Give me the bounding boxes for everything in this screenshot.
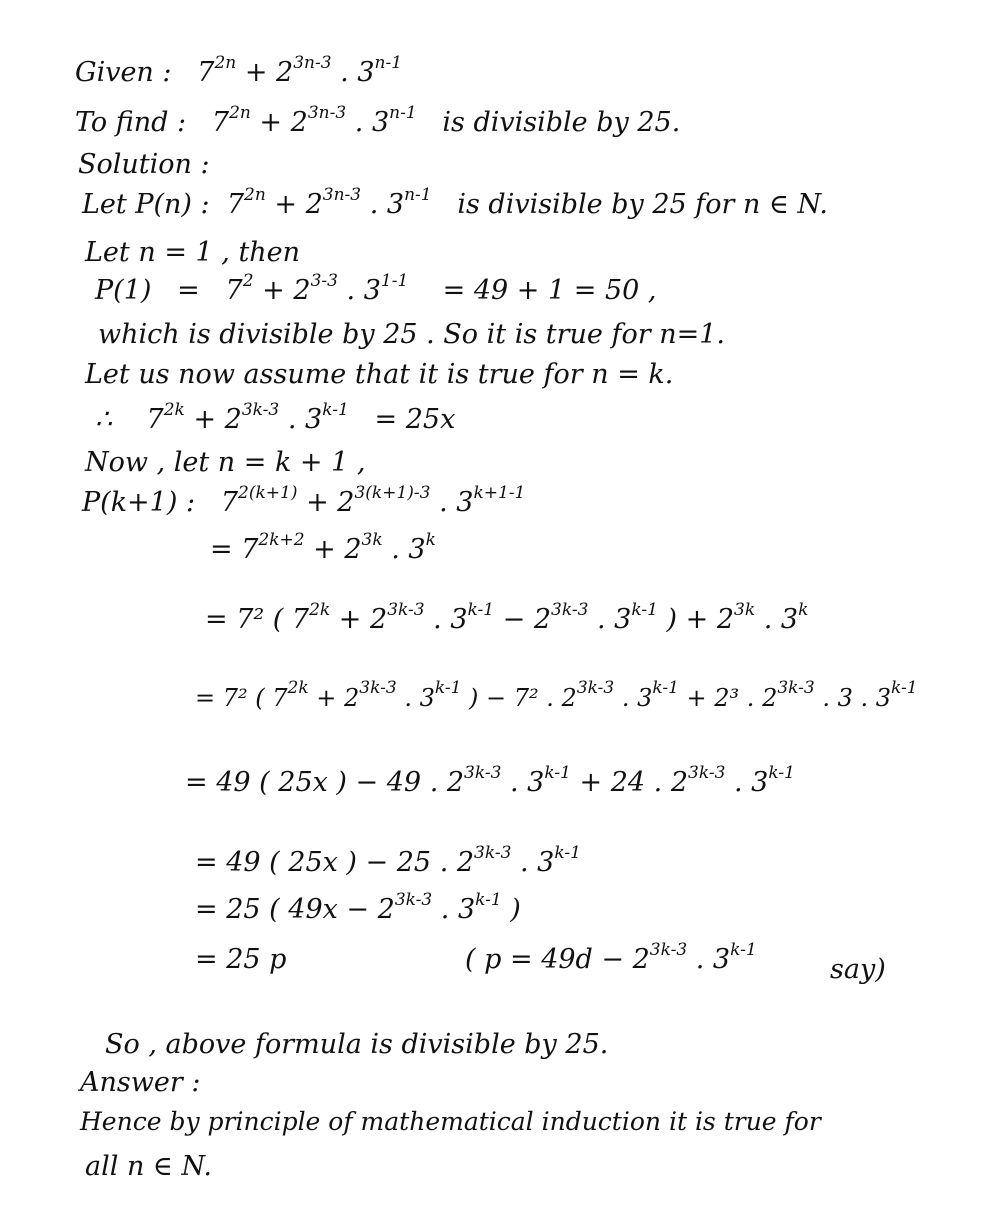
let-n-1-line: Let n = 1 , then (85, 237, 301, 268)
p-definition-note: ( $p = 49d - 2^{3k-3}$ . 3$^{k-1}$ (465, 940, 757, 975)
now-let-line: Now , let n = k + 1 , (85, 447, 366, 478)
step-1: = $7^{2k+2} + 2^{3k}$ . 3$^k$ (210, 530, 436, 565)
assumption-equation: ∴ $7^{2k} + 2^{3k-3}$ . 3$^{k-1}$ = 25x (95, 400, 456, 435)
p1-line: P(1) = $7^2 + 2^{3-3}$ . 3$^{1-1}$ = 49 + 1 = 50 , (95, 271, 657, 306)
assume-line: Let us now assume that it is true for n = k. (85, 359, 674, 390)
answer-heading: Answer : (80, 1067, 201, 1098)
step-4: = 49 ( 25x ) − 49 . $2^{3k-3}$ . $3^{k-1} + 24$ . $2^{3k-3}$ . 3$^{k-1}$ (185, 763, 795, 798)
answer-line-2: all n ∈ N. (85, 1151, 212, 1182)
to-find-line: To find : $7^{2n} + 2^{3n-3}$ . 3$^{n-1}$ is divisible by 25. (75, 103, 681, 138)
step-5: = 49 ( 25x ) − 25 . $2^{3k-3}$ . 3$^{k-1}$ (195, 843, 581, 878)
say-note: say) (830, 954, 886, 985)
let-pn-line: Let P(n) : $7^{2n} + 2^{3n-3}$ . 3$^{n-1}$ is divisible by 25 for n ∈ N. (82, 185, 829, 220)
given-label: Given : (75, 57, 172, 88)
solution-heading: Solution : (78, 149, 210, 180)
conclusion-line: So , above formula is divisible by 25. (105, 1029, 609, 1060)
given-line: Given : $7^{2n} + 2^{3n-3}$ . 3$^{n-1}$ (75, 53, 403, 88)
divisible-line-n1: which is divisible by 25 . So it is true for n=1. (98, 319, 725, 350)
to-find-label: To find : (75, 107, 187, 138)
pk1-line: P(k+1) : $7^{2(k+1)} + 2^{3(k+1)-3}$ . $3^{k+1-1}$ (82, 483, 526, 518)
step-7: = 25 p (195, 944, 287, 975)
step-6: = 25 ( $49x - 2^{3k-3}$ . 3$^{k-1}$ ) (195, 890, 521, 925)
answer-line-1: Hence by principle of mathematical induction it is true for (80, 1107, 821, 1136)
step-3: = 7² ( $7^{2k} + 2^{3k-3}$ . 3$^{k-1}$ ) − 7² . $2^{3k-3}$ . $3^{k-1} + 2^3$ . $2^{3k-3}$ . 3 . 3$^{k-1}$ (195, 678, 918, 712)
step-2: = 7² ( $7^{2k} + 2^{3k-3}$ . $3^{k-1} - 2^{3k-3}$ . 3$^{k-1}$ ) + $2^{3k}$ . 3$^k$ (205, 600, 809, 635)
